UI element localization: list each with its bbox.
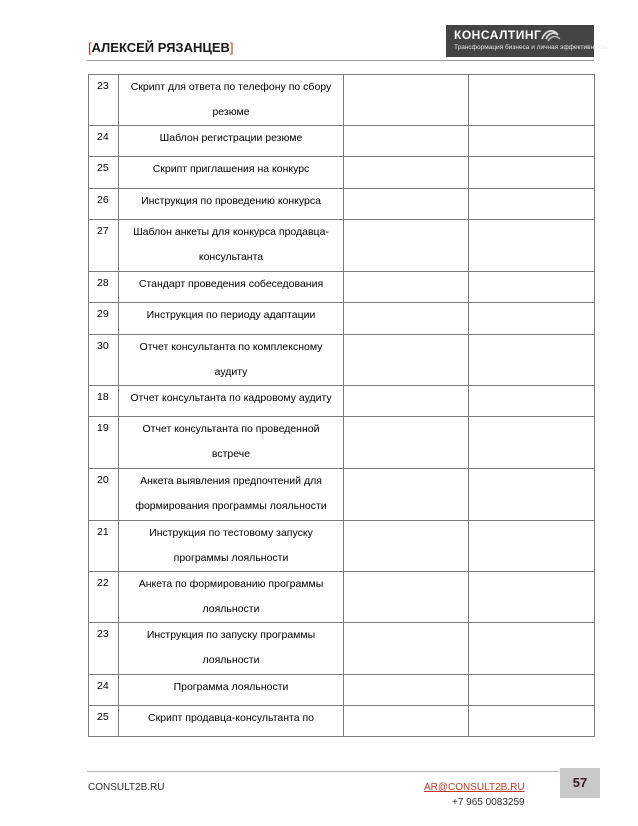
row-number: 22	[89, 572, 119, 623]
empty-cell	[344, 572, 469, 623]
empty-cell	[469, 220, 595, 272]
empty-cell	[344, 469, 469, 521]
row-title-line: Отчет консультанта по проведенной	[142, 423, 320, 435]
footer-divider	[87, 771, 559, 772]
empty-cell	[469, 189, 595, 220]
row-number: 26	[89, 189, 119, 220]
row-title-line: Анкета по формированию программы	[138, 578, 324, 590]
row-title-line: программы лояльности	[173, 552, 289, 564]
table-row	[89, 272, 595, 303]
bracket-close: ]	[229, 40, 234, 55]
row-title-line: аудиту	[214, 366, 248, 378]
row-title-line: резюме	[212, 106, 250, 118]
row-title-line: Шаблон регистрации резюме	[159, 132, 303, 144]
empty-cell	[469, 623, 595, 675]
empty-cell	[344, 75, 469, 126]
footer-site: CONSULT2B.RU	[88, 782, 165, 793]
row-title	[119, 521, 344, 572]
empty-cell	[344, 303, 469, 335]
empty-cell	[344, 521, 469, 572]
row-title-line: лояльности	[202, 603, 260, 615]
table-row	[89, 220, 595, 272]
empty-cell	[469, 75, 595, 126]
row-title	[119, 220, 344, 272]
empty-cell	[469, 157, 595, 189]
row-title-line: встрече	[211, 448, 251, 460]
empty-cell	[469, 706, 595, 737]
row-title	[119, 189, 344, 220]
empty-cell	[344, 706, 469, 737]
logo-tagline: Трансформация бизнеса и личная эффективность	[454, 44, 608, 51]
row-number: 24	[89, 126, 119, 157]
table-row	[89, 417, 595, 469]
row-title	[119, 303, 344, 335]
row-title	[119, 469, 344, 521]
empty-cell	[469, 572, 595, 623]
row-title	[119, 75, 344, 126]
logo-swirl-icon	[540, 27, 562, 43]
table-row	[89, 521, 595, 572]
row-title	[119, 417, 344, 469]
empty-cell	[344, 386, 469, 417]
company-logo	[446, 25, 608, 57]
table-row	[89, 386, 595, 417]
row-title-line: Скрипт приглашения на конкурс	[152, 163, 310, 175]
row-title	[119, 157, 344, 189]
row-title	[119, 126, 344, 157]
row-number: 19	[89, 417, 119, 469]
row-title-line: Инструкция по тестовому запуску	[149, 527, 313, 539]
empty-cell	[344, 220, 469, 272]
row-number: 23	[89, 623, 119, 675]
empty-cell	[469, 126, 595, 157]
table-row	[89, 706, 595, 737]
row-title-line: Отчет консультанта по комплексному	[139, 341, 323, 353]
empty-cell	[469, 272, 595, 303]
row-number: 25	[89, 706, 119, 737]
row-title	[119, 386, 344, 417]
empty-cell	[344, 675, 469, 706]
row-number: 30	[89, 335, 119, 386]
empty-cell	[344, 417, 469, 469]
row-title-line: Отчет консультанта по кадровому аудиту	[130, 392, 332, 404]
empty-cell	[344, 335, 469, 386]
empty-cell	[469, 675, 595, 706]
empty-cell	[344, 157, 469, 189]
row-title	[119, 706, 344, 737]
table-row	[89, 303, 595, 335]
table-row	[89, 126, 595, 157]
table-row	[89, 189, 595, 220]
empty-cell	[344, 623, 469, 675]
empty-cell	[469, 335, 595, 386]
documents-table	[88, 74, 595, 737]
row-title	[119, 623, 344, 675]
page-number: 57	[560, 768, 600, 798]
empty-cell	[469, 469, 595, 521]
row-number: 23	[89, 75, 119, 126]
row-title-line: Инструкция по запуску программы	[146, 629, 316, 641]
row-number: 27	[89, 220, 119, 272]
author-name: АЛЕКСЕЙ РЯЗАНЦЕВ	[91, 40, 230, 55]
empty-cell	[344, 126, 469, 157]
table-row	[89, 335, 595, 386]
row-title-line: Инструкция по периоду адаптации	[146, 309, 316, 321]
logo-title: КОНСАЛТИНГ	[454, 28, 542, 42]
table-row	[89, 157, 595, 189]
empty-cell	[469, 386, 595, 417]
row-number: 21	[89, 521, 119, 572]
table-row	[89, 623, 595, 675]
bracket-open: [	[88, 40, 92, 55]
row-number: 28	[89, 272, 119, 303]
row-title-line: Программа лояльности	[173, 681, 289, 693]
empty-cell	[344, 189, 469, 220]
row-title	[119, 675, 344, 706]
table-row	[89, 75, 595, 126]
row-number: 18	[89, 386, 119, 417]
table-row	[89, 675, 595, 706]
row-number: 29	[89, 303, 119, 335]
header-author	[88, 40, 234, 55]
row-title-line: консультанта	[198, 251, 264, 263]
row-title-line: Шаблон анкеты для конкурса продавца-	[133, 226, 329, 238]
row-title-line: Скрипт продавца-консультанта по	[147, 712, 315, 724]
row-title	[119, 335, 344, 386]
row-title-line: Стандарт проведения собеседования	[138, 278, 324, 290]
row-title-line: Анкета выявления предпочтений для	[140, 475, 322, 487]
row-number: 25	[89, 157, 119, 189]
row-title-line: формирования программы лояльности	[135, 500, 327, 512]
empty-cell	[469, 521, 595, 572]
table-row	[89, 469, 595, 521]
row-number: 24	[89, 675, 119, 706]
footer-phone: +7 965 0083259	[452, 797, 525, 808]
row-title	[119, 572, 344, 623]
header-divider	[87, 60, 594, 61]
table-row	[89, 572, 595, 623]
empty-cell	[344, 272, 469, 303]
empty-cell	[469, 417, 595, 469]
row-title-line: Инструкция по проведению конкурса	[141, 195, 321, 207]
footer-email-link[interactable]: AR@CONSULT2B.RU	[424, 782, 525, 793]
empty-cell	[469, 303, 595, 335]
row-number: 20	[89, 469, 119, 521]
row-title-line: Скрипт для ответа по телефону по сбору	[130, 81, 332, 93]
row-title-line: лояльности	[202, 654, 260, 666]
row-title	[119, 272, 344, 303]
